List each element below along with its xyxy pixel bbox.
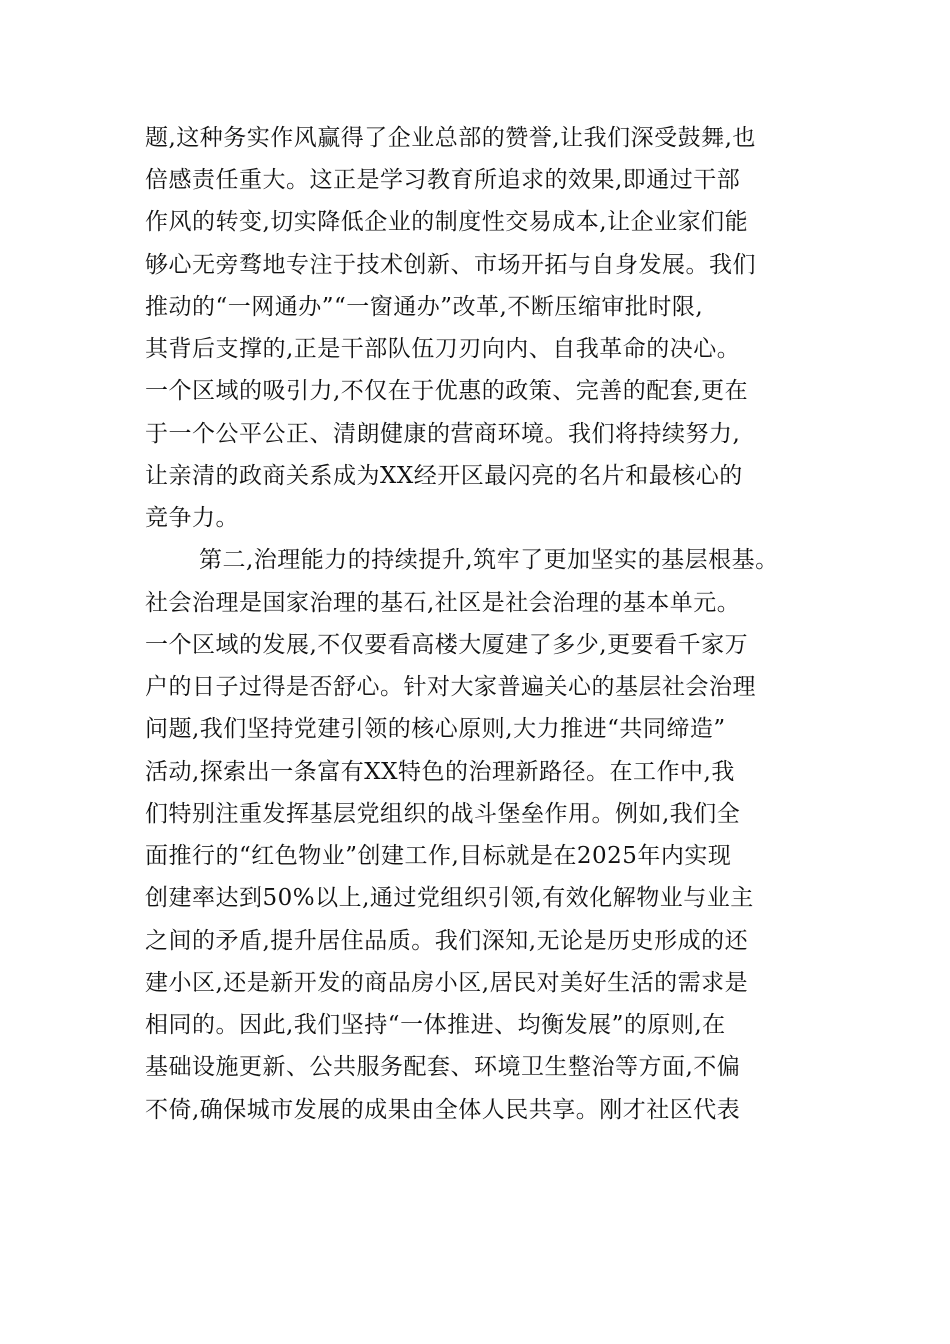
text-line: 问题,我们坚持党建引领的核心原则,大力推进“共同缔造”	[145, 716, 726, 742]
text-line: 相同的。因此,我们坚持“一体推进、均衡发展”的原则,在	[145, 1012, 726, 1038]
text-line: 于一个公平公正、清朗健康的营商环境。我们将持续努力,	[145, 421, 741, 447]
text-line: 题,这种务实作风赢得了企业总部的赞誉,让我们深受鼓舞,也	[145, 125, 756, 151]
text-line: 社会治理是国家治理的基石,社区是社会治理的基本单元。	[145, 590, 741, 616]
text-line: 不倚,确保城市发展的成果由全体人民共享。刚才社区代表	[145, 1097, 741, 1123]
text-line: 一个区域的发展,不仅要看高楼大厦建了多少,更要看千家万	[145, 632, 749, 658]
text-line: 够心无旁骛地专注于技术创新、市场开拓与自身发展。我们	[145, 252, 756, 278]
text-line: 推动的“一网通办”“一窗通办”改革,不断压缩审批时限,	[145, 294, 704, 320]
text-line: 倍感责任重大。这正是学习教育所追求的效果,即通过干部	[145, 167, 741, 193]
text-line: 面推行的“红色物业”创建工作,目标就是在2025年内实现	[145, 843, 732, 869]
text-line: 建小区,还是新开发的商品房小区,居民对美好生活的需求是	[145, 970, 749, 996]
text-line: 作风的转变,切实降低企业的制度性交易成本,让企业家们能	[145, 209, 749, 235]
text-line: 让亲清的政商关系成为XX经开区最闪亮的名片和最核心的	[145, 463, 743, 489]
text-line: 创建率达到50%以上,通过党组织引领,有效化解物业与业主	[145, 885, 754, 911]
text-line: 们特别注重发挥基层党组织的战斗堡垒作用。例如,我们全	[145, 801, 741, 827]
text-line: 其背后支撑的,正是干部队伍刀刃向内、自我革命的决心。	[145, 336, 741, 362]
text-line: 户的日子过得是否舒心。针对大家普遍关心的基层社会治理	[145, 674, 756, 700]
text-line: 第二,治理能力的持续提升,筑牢了更加坚实的基层根基。	[199, 547, 779, 573]
text-line: 之间的矛盾,提升居住品质。我们深知,无论是历史形成的还	[145, 928, 749, 954]
text-line: 一个区域的吸引力,不仅在于优惠的政策、完善的配套,更在	[145, 378, 749, 404]
text-line: 竞争力。	[145, 505, 239, 531]
text-line: 基础设施更新、公共服务配套、环境卫生整治等方面,不偏	[145, 1054, 741, 1080]
text-line: 活动,探索出一条富有XX特色的治理新路径。在工作中,我	[145, 759, 735, 785]
